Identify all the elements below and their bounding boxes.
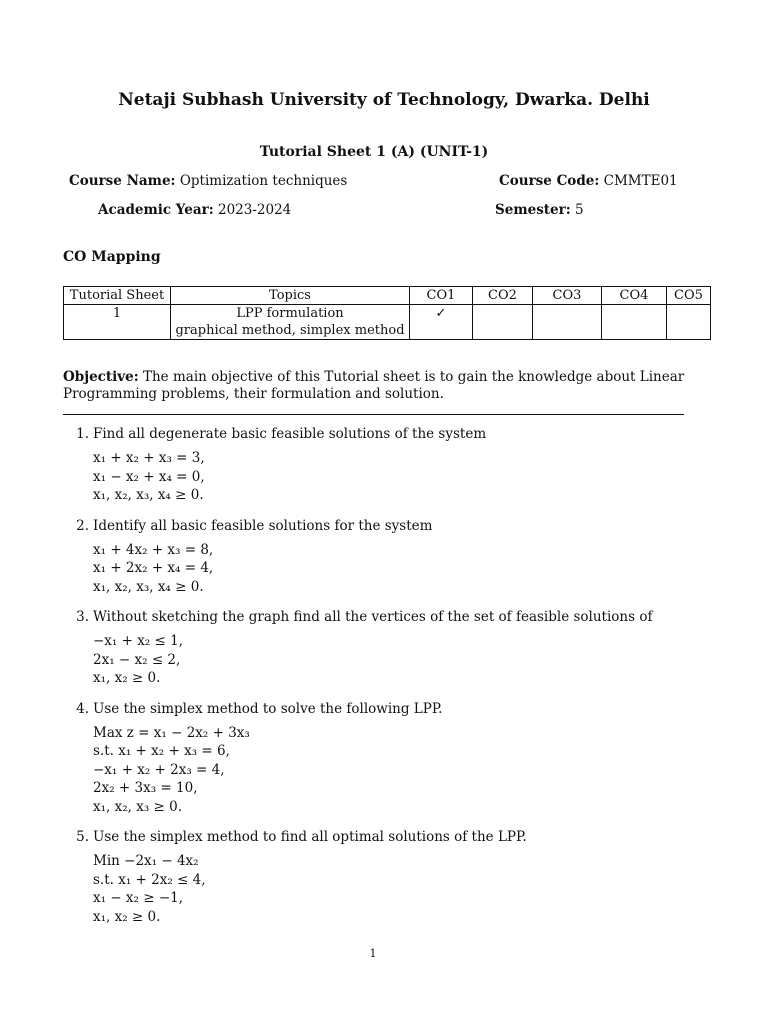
- academic-year-line: [98, 202, 291, 218]
- equation: 2x₁ − x₂ ≤ 2,: [93, 651, 181, 668]
- university-title: Netaji Subhash University of Technology, Dwarka. Delhi: [118, 90, 650, 110]
- equation-block: [93, 449, 703, 505]
- question-5: [63, 828, 703, 926]
- equation: x₁ + 2x₂ + x₄ = 4,: [93, 560, 214, 576]
- cell-co1-check: ✓: [410, 305, 473, 340]
- col-co4: CO4: [602, 287, 667, 305]
- equation: Min −2x₁ − 4x₂: [93, 853, 199, 869]
- question-number: 4.: [76, 700, 89, 717]
- question-text: Find all degenerate basic feasible solutions of the system: [93, 426, 487, 442]
- equation: s.t. x₁ + x₂ + x₃ = 6,: [93, 743, 230, 759]
- question-3: [63, 608, 703, 688]
- question-2: [63, 517, 703, 597]
- equation: x₁ + 4x₂ + x₃ = 8,: [93, 541, 214, 558]
- equation-block: [93, 852, 703, 926]
- cell-co5: [667, 305, 711, 340]
- horizontal-rule: [63, 414, 684, 415]
- equation: x₁ + x₂ + x₃ = 3,: [93, 450, 205, 466]
- equation: x₁, x₂, x₃, x₄ ≥ 0.: [93, 487, 204, 503]
- col-co2: CO2: [473, 287, 533, 305]
- cell-co4: [602, 305, 667, 340]
- semester-line: [495, 202, 584, 218]
- col-tutorial-sheet: Tutorial Sheet: [64, 287, 171, 305]
- question-text: Without sketching the graph find all the vertices of the set of feasible solutions of: [93, 609, 653, 625]
- topic-line-1: LPP formulation: [236, 306, 344, 321]
- co-mapping-heading: CO Mapping: [63, 249, 161, 265]
- table-row: [64, 305, 711, 340]
- course-code-value: CMMTE01: [603, 173, 678, 189]
- equation: Max z = x₁ − 2x₂ + 3x₃: [93, 724, 250, 741]
- equation: x₁, x₂ ≥ 0.: [93, 670, 161, 686]
- question-4: [63, 700, 703, 817]
- col-co5: CO5: [667, 287, 711, 305]
- equation: x₁ − x₂ ≥ −1,: [93, 890, 184, 906]
- equation: x₁, x₂, x₃, x₄ ≥ 0.: [93, 578, 204, 595]
- academic-year-label: Academic Year:: [98, 202, 214, 218]
- cell-topics: [171, 305, 410, 340]
- col-co1: CO1: [410, 287, 473, 305]
- co-mapping-table: [63, 286, 711, 340]
- question-number: 2.: [76, 517, 89, 534]
- semester-label: Semester:: [495, 202, 571, 218]
- equation: x₁, x₂ ≥ 0.: [93, 908, 161, 925]
- equation: 2x₂ + 3x₃ = 10,: [93, 780, 198, 796]
- equation-block: [93, 541, 703, 597]
- equation-block: [93, 724, 703, 817]
- question-list: [63, 425, 703, 938]
- col-topics: Topics: [171, 287, 410, 305]
- academic-year-value: 2023-2024: [218, 202, 292, 218]
- cell-co2: [473, 305, 533, 340]
- question-number: 5.: [76, 829, 89, 845]
- question-text: Use the simplex method to find all optimal solutions of the LPP.: [93, 829, 527, 845]
- equation: s.t. x₁ + 2x₂ ≤ 4,: [93, 871, 206, 888]
- question-1: [63, 425, 703, 505]
- table-header-row: [64, 287, 711, 305]
- tutorial-sheet-title: Tutorial Sheet 1 (A) (UNIT-1): [259, 144, 489, 160]
- equation: −x₁ + x₂ ≤ 1,: [93, 633, 184, 649]
- course-name-line: [69, 173, 347, 189]
- course-code-label: Course Code:: [499, 173, 600, 189]
- topic-line-2: graphical method, simplex method: [175, 323, 405, 338]
- equation-block: [93, 632, 703, 688]
- objective-text: The main objective of this Tutorial sheet is to gain the knowledge about Linear Programming problems, their formulation and solution.: [63, 369, 685, 402]
- semester-value: 5: [575, 202, 584, 218]
- cell-sheet: 1: [64, 305, 171, 340]
- course-name-value: Optimization techniques: [179, 173, 348, 189]
- question-number: 1.: [76, 426, 89, 442]
- course-name-label: Course Name:: [69, 173, 176, 189]
- cell-co3: [533, 305, 602, 340]
- page-number: 1: [369, 947, 377, 960]
- question-number: 3.: [76, 609, 89, 625]
- course-code-line: [499, 173, 678, 189]
- col-co3: CO3: [533, 287, 602, 305]
- equation: x₁, x₂, x₃ ≥ 0.: [93, 798, 183, 815]
- equation: x₁ − x₂ + x₄ = 0,: [93, 468, 205, 485]
- question-text: Identify all basic feasible solutions for the system: [93, 517, 433, 534]
- question-text: Use the simplex method to solve the following LPP.: [93, 700, 443, 717]
- objective-paragraph: [63, 369, 693, 403]
- equation: −x₁ + x₂ + 2x₃ = 4,: [93, 761, 225, 778]
- objective-label: Objective:: [63, 369, 139, 385]
